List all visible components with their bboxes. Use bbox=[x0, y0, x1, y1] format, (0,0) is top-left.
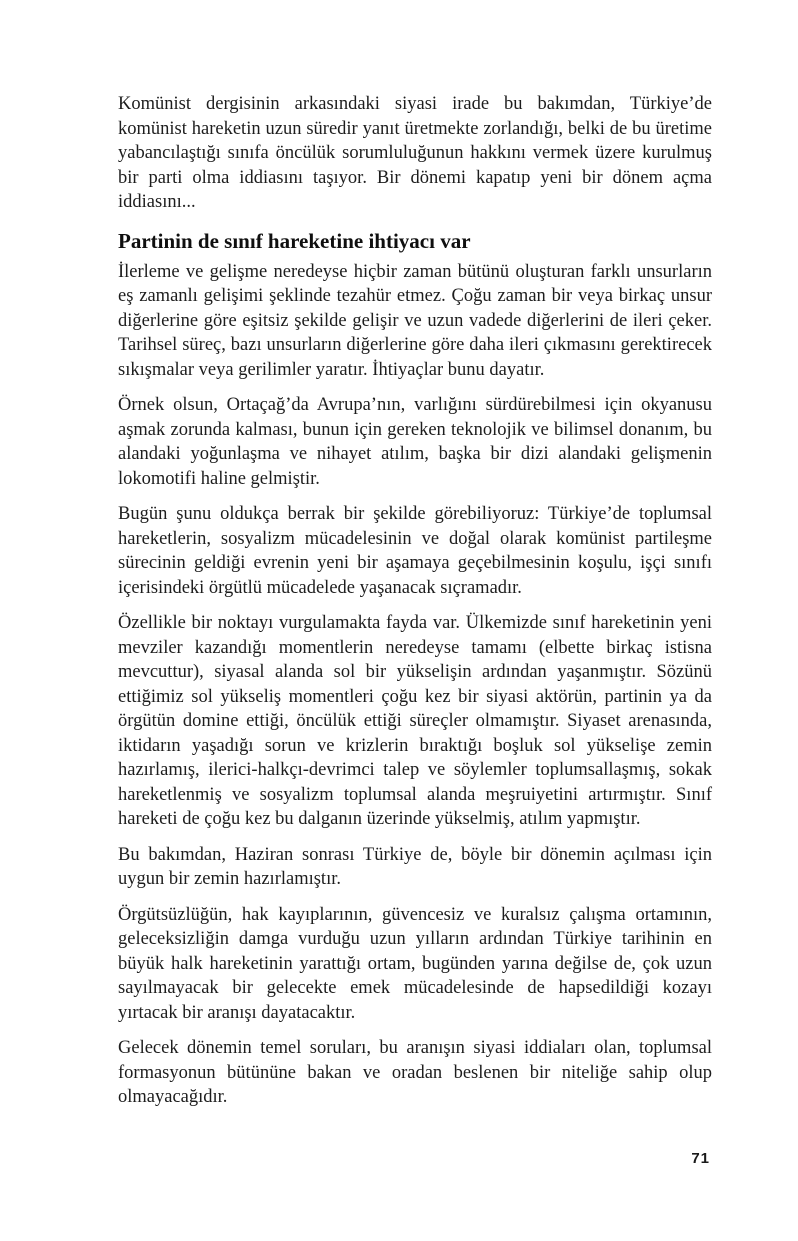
paragraph: Örgütsüzlüğün, hak kayıplarının, güvencesiz ve kuralsız çalışma ortamının, geleceksizliğin damga vurduğu uzun yılların ardından Türkiye tarihinin en büyük halk hareketinin yarattığı ortam, bugünden yarına değilse de, çok uzun sayılmayacak bir gelecekte emek mücadelesinde de hapsedildiği kozayı yırtacak bir aranışı dayatacaktır. bbox=[118, 904, 712, 1023]
page-number: 71 bbox=[691, 1150, 710, 1167]
section-heading: Partinin de sınıf hareketine ihtiyacı var bbox=[118, 228, 471, 253]
paragraph: Bu bakımdan, Haziran sonrası Türkiye de, böyle bir dönemin açılması için uygun bir zemin hazırlamıştır. bbox=[118, 844, 712, 889]
paragraph: Özellikle bir noktayı vurgulamakta fayda var. Ülkemizde sınıf hareketinin yeni mevziler kazandığı momentlerin neredeyse tamamı (elbette birkaç istisna mevcuttur), siyasal alanda sol bir yükselişin ardından yaşanmıştır. Sözünü ettiğimiz sol yükseliş momentleri çoğu kez bir siyasi aktörün, partinin ya da örgütün domine ettiği, öncülük ettiği süreçler olmamıştır. Siyaset arenasında, iktidarın yaşadığı sorun ve krizlerin bıraktığı boşluk sol yükselişe zemin hazırlamış, ilerici-halkçı-devrimci talep ve söylemler toplumsallaşmış, sokak hareketlenmiş ve sosyalizm toplumsal alanda meşruiyetini artırmıştır. Sınıf hareketi de çoğu kez bu dalganın üzerinde yükselmiş, atılım yapmıştır. bbox=[118, 613, 712, 829]
paragraph: İlerleme ve gelişme neredeyse hiçbir zaman bütünü oluşturan farklı unsurların eş zamanlı gelişimi şeklinde tezahür etmez. Çoğu zaman bir veya birkaç unsur diğerlerine göre eşitsiz şekilde gelişir ve uzun vadede diğerlerini de ileri çeker. Tarihsel süreç, bazı unsurların diğerlerine göre daha ileri çıkmasını gerektirecek sıkışmalar veya gerilimler yaratır. İhtiyaçlar bunu dayatır. bbox=[118, 261, 712, 380]
paragraph: Bugün şunu oldukça berrak bir şekilde görebiliyoruz: Türkiye’de toplumsal hareketlerin, sosyalizm mücadelesinin ve doğal olarak komünist partileşme sürecinin geldiği evrenin yeni bir aşamaya geçebilmesinin koşulu, işçi sınıfı içerisindeki örgütlü mücadelede yaşanacak sıçramadır. bbox=[118, 504, 712, 598]
paragraph: Örnek olsun, Ortaçağ’da Avrupa’nın, varlığını sürdürebilmesi için okyanusu aşmak zorunda kalması, bunun için gereken teknolojik ve bilimsel donanım, bu alandaki yoğunlaşma ve nihayet atılım, başka bir dizi alandaki gelişmenin lokomotifi haline gelmiştir. bbox=[118, 395, 712, 489]
paragraph: Gelecek dönemin temel soruları, bu aranışın siyasi iddiaları olan, toplumsal formasyonun bütününe bakan ve oradan beslenen bir niteliğe sahip olup olmayacağıdır. bbox=[118, 1038, 712, 1107]
paragraph-intro: Komünist dergisinin arkasındaki siyasi irade bu bakımdan, Türkiye’de komünist hareketin uzun süredir yanıt üretmekte zorlandığı, belki de bu üretime yabancılaştığı sınıfa öncülük sorumluluğunun hakkını vermek üzere kurulmuş bir parti olma iddiasını taşıyor. Bir dönemi kapatıp yeni bir dönem açma iddiasını... bbox=[118, 94, 712, 212]
page-content bbox=[118, 92, 712, 1121]
